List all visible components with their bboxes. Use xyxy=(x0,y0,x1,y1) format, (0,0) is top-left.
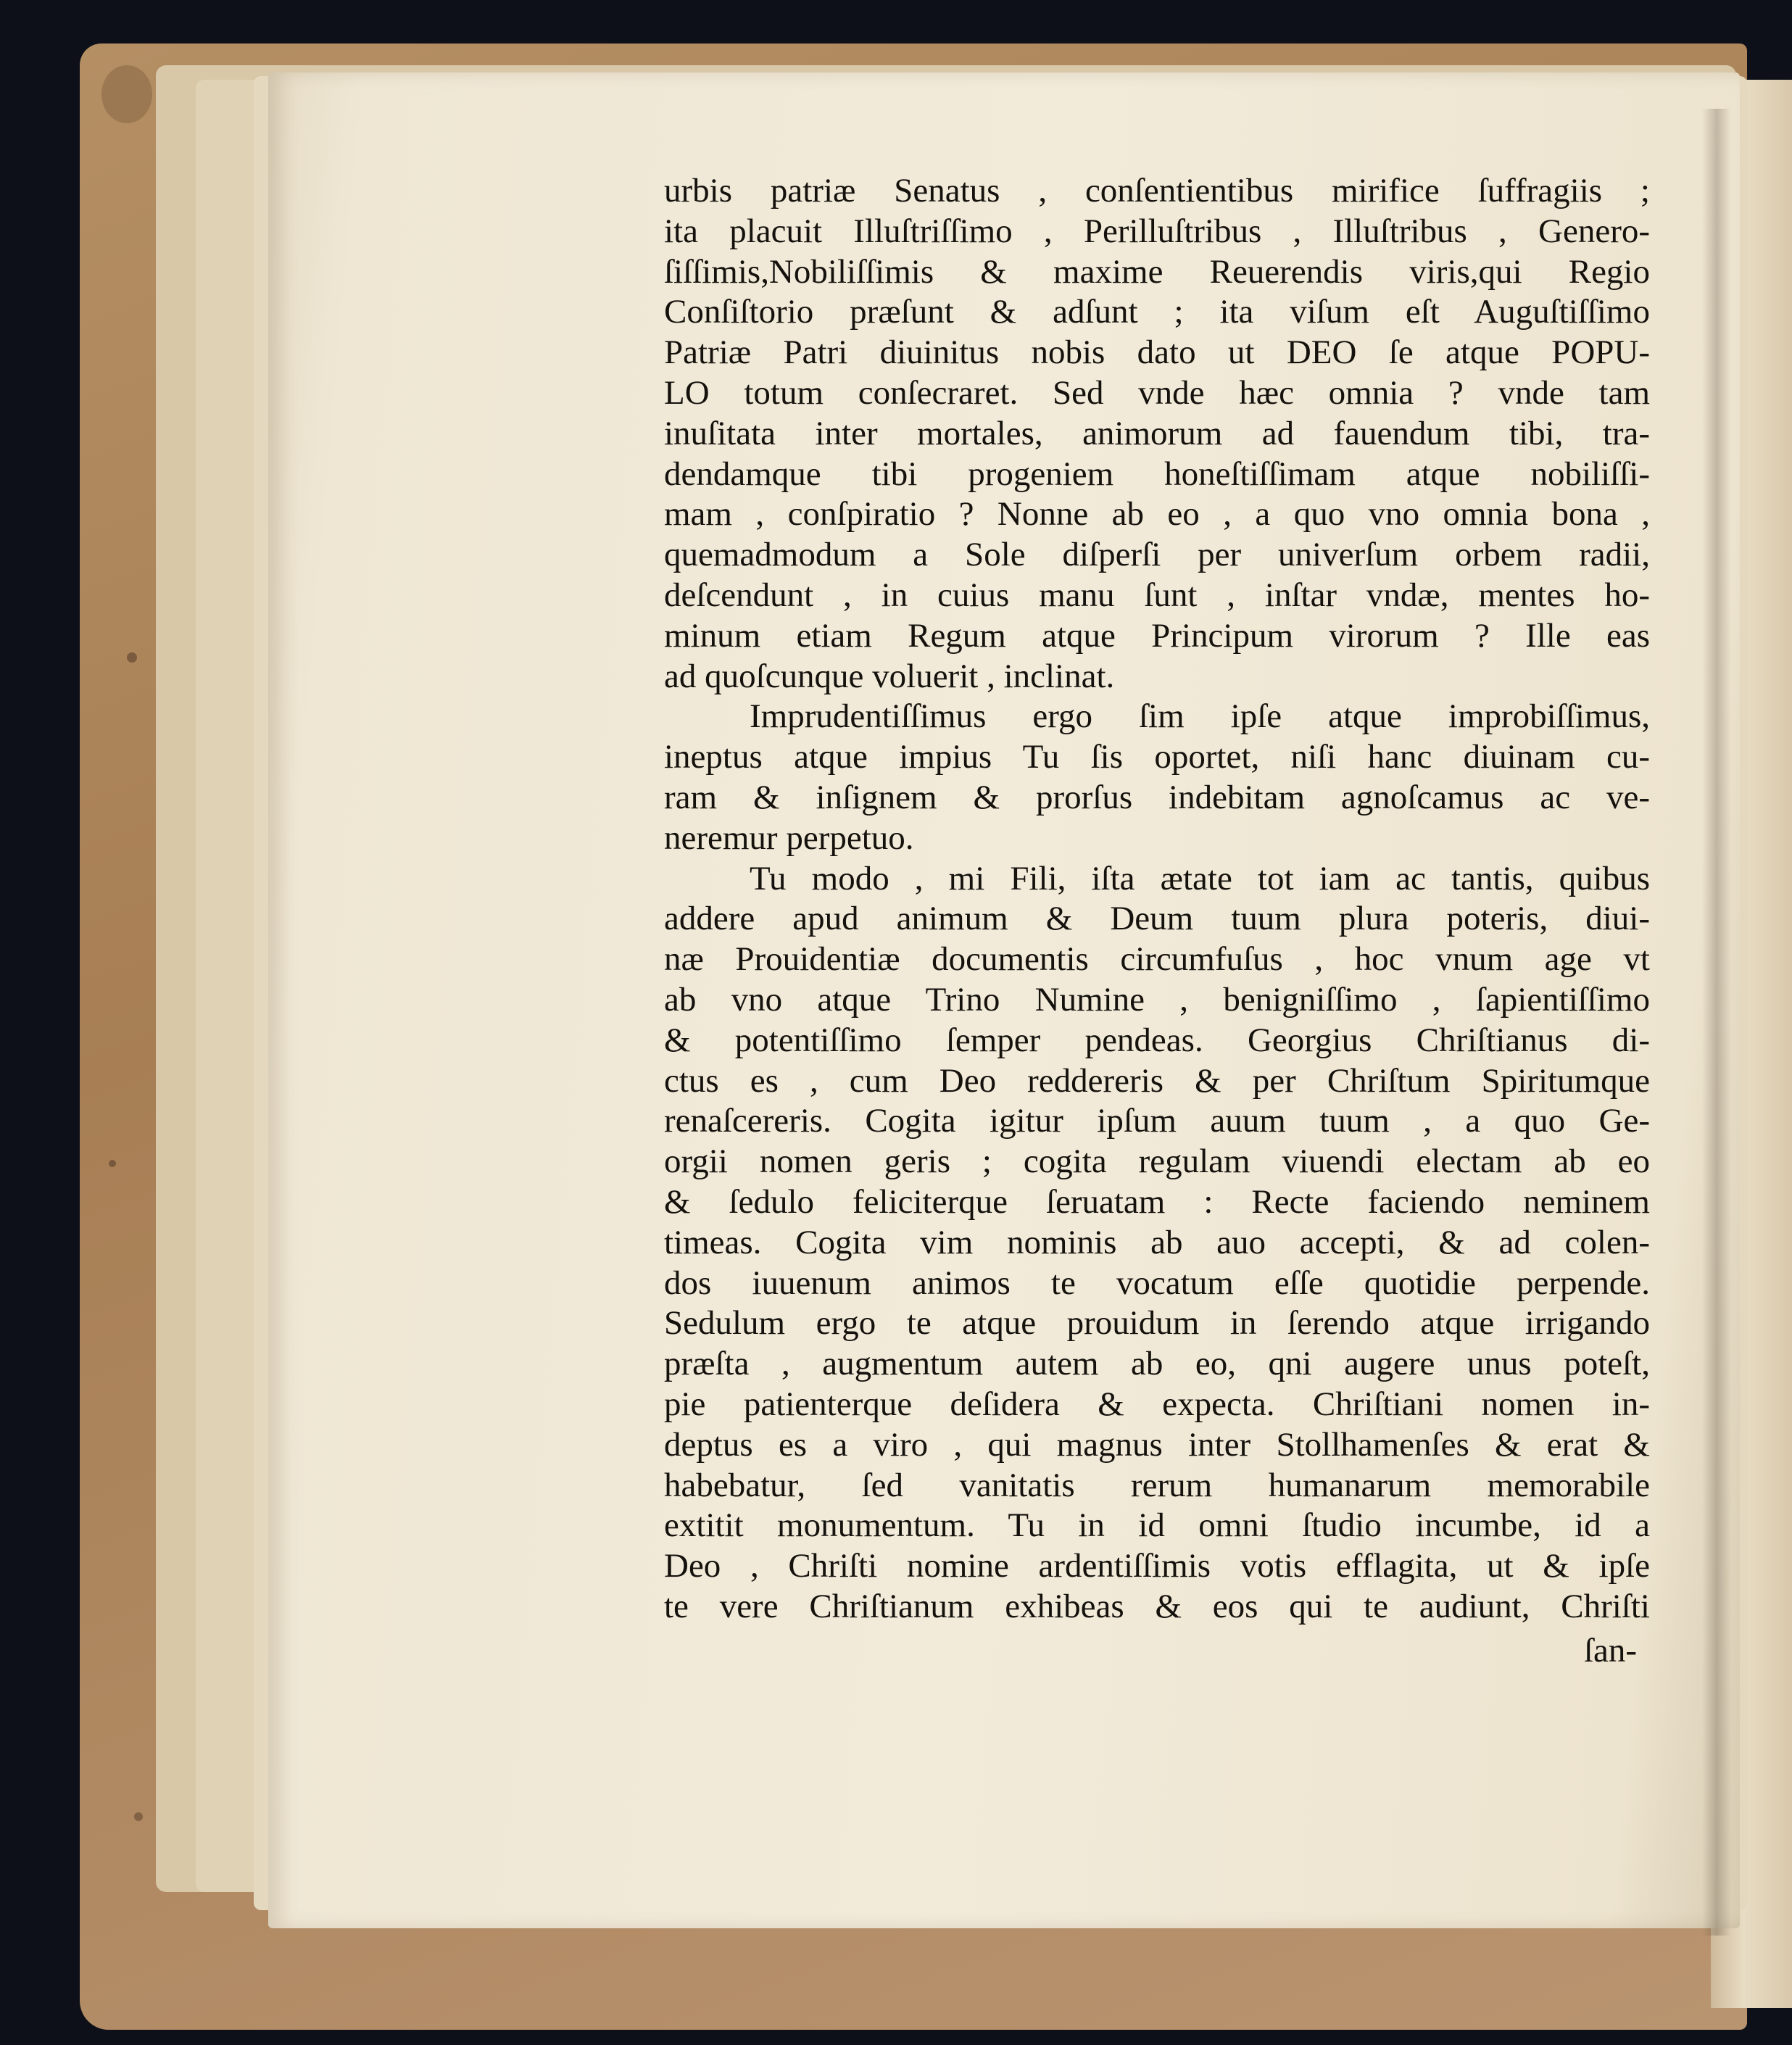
text-line: pie patienterque deſidera & expecta. Chriſtiani nomen in- xyxy=(664,1385,1650,1423)
text-line: & potentiſſimo ſemper pendeas. Georgius Chriſtianus di- xyxy=(664,1021,1650,1059)
text-line: præſta , augmentum autem ab eo, qni augere unus poteſt, xyxy=(664,1345,1650,1383)
text-line: inuſitata inter mortales, animorum ad fauendum tibi, tra- xyxy=(664,414,1650,452)
paper-stain xyxy=(109,1160,116,1167)
text-line: Sedulum ergo te atque prouidum in ſerendo atque irrigando xyxy=(664,1304,1650,1343)
text-line: Patriæ Patri diuinitus nobis dato ut DEO ſe atque POPU- xyxy=(664,333,1650,372)
page-gutter-shadow xyxy=(1702,109,1731,1936)
paper-stain xyxy=(101,65,152,123)
text-line: deptus es a viro , qui magnus inter Stollhamenſes & erat & xyxy=(664,1425,1650,1464)
page-text xyxy=(664,171,1650,1627)
text-line: mam , conſpiratio ? Nonne ab eo , a quo vno omnia bona , xyxy=(664,495,1650,534)
text-line: orgii nomen geris ; cogita regulam viuendi electam ab eo xyxy=(664,1142,1650,1181)
text-line: dos iuuenum animos te vocatum eſſe quotidie perpende. xyxy=(664,1264,1650,1302)
text-line: Deo , Chriſti nomine ardentiſſimis votis efflagita, ut & ipſe xyxy=(664,1547,1650,1585)
text-line: urbis patriæ Senatus , conſentientibus mirifice ſuffragiis ; xyxy=(664,172,1650,210)
text-line: habebatur, ſed vanitatis rerum humanarum memorabile xyxy=(664,1466,1650,1504)
text-line: minum etiam Regum atque Principum virorum ? Ille eas xyxy=(664,616,1650,655)
text-line: ram & inſignem & prorſus indebitam agnoſcamus ac ve- xyxy=(664,778,1650,816)
text-line: neremur perpetuo. xyxy=(664,818,914,857)
text-line: ſiſſimis,Nobiliſſimis & maxime Reuerendis viris,qui Regio xyxy=(664,252,1650,291)
text-line: ineptus atque impius Tu ſis oportet, niſi hanc diuinam cu- xyxy=(664,738,1650,776)
text-line: LO totum conſecraret. Sed vnde hæc omnia ? vnde tam xyxy=(664,373,1650,412)
paragraph-first-line: Imprudentiſſimus ergo ſim ipſe atque improbiſſimus, xyxy=(750,697,1650,736)
text-line: næ Prouidentiæ documentis circumfuſus , hoc vnum age vt xyxy=(664,940,1650,979)
text-line: timeas. Cogita vim nominis ab auo accepti, & ad colen- xyxy=(664,1223,1650,1261)
text-line: & ſedulo feliciterque ſeruatam : Recte faciendo neminem xyxy=(664,1182,1650,1221)
text-line: ad quoſcunque voluerit , inclinat. xyxy=(664,657,1115,695)
text-line: renaſcereris. Cogita igitur ipſum auum tuum , a quo Ge- xyxy=(664,1102,1650,1140)
text-line: ab vno atque Trino Numine , benigniſſimo , ſapientiſſimo xyxy=(664,980,1650,1019)
paper-stain xyxy=(134,1812,143,1821)
text-line: ita placuit Illuſtriſſimo , Perilluſtribus , Illuſtribus , Genero- xyxy=(664,212,1650,250)
text-line: Conſiſtorio præſunt & adſunt ; ita viſum eſt Auguſtiſſimo xyxy=(664,293,1650,331)
text-line: deſcendunt , in cuius manu ſunt , inſtar vndæ, mentes ho- xyxy=(664,576,1650,614)
text-line: ctus es , cum Deo reddereris & per Chriſtum Spiritumque xyxy=(664,1061,1650,1100)
paper-stain xyxy=(127,652,137,663)
text-line: addere apud animum & Deum tuum plura poteris, diui- xyxy=(664,900,1650,938)
text-line: dendamque tibi progeniem honeſtiſſimam atque nobiliſſi- xyxy=(664,455,1650,493)
paragraph-first-line: Tu modo , mi Fili, iſta ætate tot iam ac tantis, quibus xyxy=(750,859,1650,897)
catchword: ſan- xyxy=(1584,1632,1638,1669)
text-line: quemadmodum a Sole diſperſi per univerſum orbem radii, xyxy=(664,536,1650,574)
text-line: te vere Chriſtianum exhibeas & eos qui te audiunt, Chriſti xyxy=(664,1587,1650,1625)
text-line: extitit monumentum. Tu in id omni ſtudio incumbe, id a xyxy=(664,1506,1650,1545)
